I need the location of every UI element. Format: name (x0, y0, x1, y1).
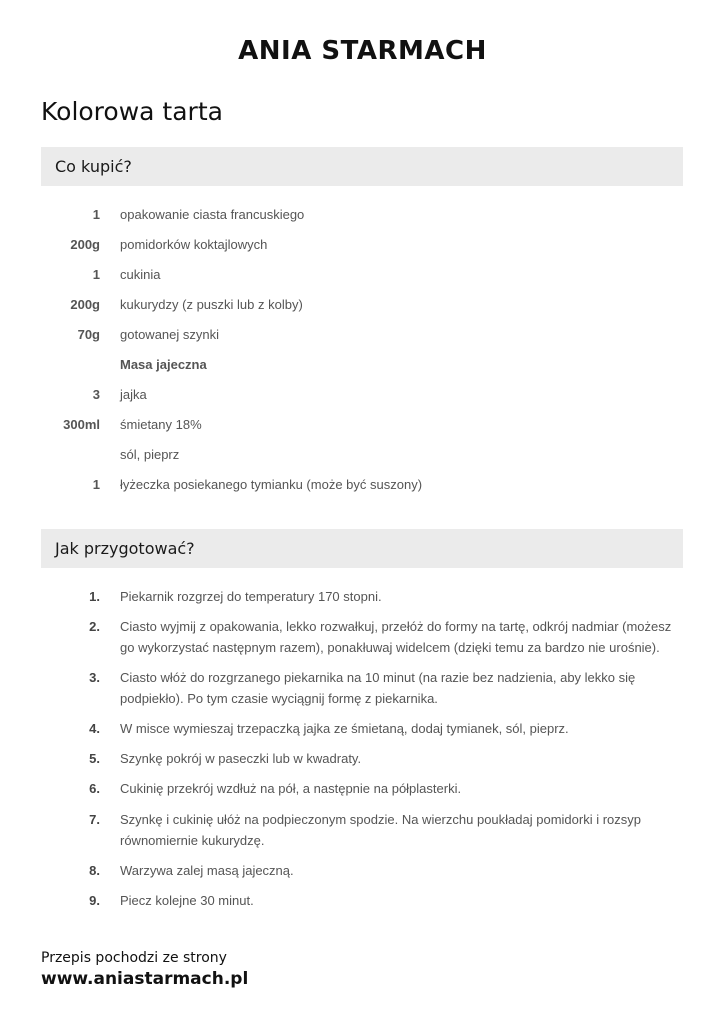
ingredient-quantity: 3 (92, 387, 100, 402)
ingredient-name: pomidorków koktajlowych (120, 237, 268, 252)
step-text: Warzywa zalej masą jajeczną. (120, 863, 294, 878)
step-number: 2. (89, 619, 100, 634)
ingredient-quantity: 1 (92, 207, 100, 222)
ingredient-name: sól, pieprz (120, 447, 180, 462)
ingredient-quantity: 300ml (63, 417, 100, 432)
footer-source-label: Przepis pochodzi ze strony (41, 950, 227, 966)
step-number: 6. (89, 781, 100, 796)
step-number: 1. (89, 589, 100, 604)
step-text: W misce wymieszaj trzepaczką jajka ze śmietaną, dodaj tymianek, sól, pieprz. (120, 721, 569, 736)
ingredient-name: kukurydzy (z puszki lub z kolby) (120, 297, 303, 312)
ingredient-name: jajka (120, 387, 147, 402)
ingredient-row (0, 417, 725, 437)
shopping-section-header (41, 147, 683, 186)
ingredient-quantity: 70g (77, 327, 100, 342)
ingredient-name: łyżeczka posiekanego tymianku (może być suszony) (120, 477, 423, 492)
ingredient-name: cukinia (120, 267, 161, 282)
step-text: Piecz kolejne 30 minut. (120, 893, 254, 908)
ingredient-quantity: 200g (70, 297, 100, 312)
ingredient-subheading-row (0, 357, 725, 377)
ingredient-row (0, 297, 725, 317)
step-text: Piekarnik rozgrzej do temperatury 170 stopni. (120, 589, 382, 604)
ingredient-row (0, 447, 725, 467)
step-number: 8. (89, 863, 100, 878)
step-number: 5. (89, 751, 100, 766)
ingredient-quantity: 1 (92, 477, 100, 492)
step-text: Szynkę i cukinię ułóż na podpieczonym spodzie. Na wierzchu poukładaj pomidorki i rozsyp równomiernie kukurydzę. (120, 812, 641, 848)
ingredient-subheading: Masa jajeczna (120, 357, 207, 372)
preparation-heading: Jak przygotować? (55, 539, 195, 558)
ingredient-name: śmietany 18% (120, 417, 202, 432)
shopping-heading: Co kupić? (55, 157, 132, 176)
ingredient-row (0, 387, 725, 407)
step-text: Ciasto włóż do rozgrzanego piekarnika na 10 minut (na razie bez nadzienia, aby lekko się podpiekło). Po tym czasie wyciągnij formę z piekarnika. (120, 670, 636, 706)
recipe-title: Kolorowa tarta (41, 97, 223, 126)
ingredient-row (0, 327, 725, 347)
step-number: 7. (89, 812, 100, 827)
ingredient-name: gotowanej szynki (120, 327, 219, 342)
step-text: Szynkę pokrój w paseczki lub w kwadraty. (120, 751, 362, 766)
ingredient-name: opakowanie ciasta francuskiego (120, 207, 305, 222)
ingredient-quantity: 1 (92, 267, 100, 282)
preparation-section-header (41, 529, 683, 568)
footer-website-link[interactable]: www.aniastarmach.pl (41, 969, 249, 989)
ingredient-row (0, 237, 725, 257)
step-number: 3. (89, 670, 100, 685)
step-text: Ciasto wyjmij z opakowania, lekko rozwałkuj, przełóż do formy na tartę, odkrój nadmiar (możesz go wykorzystać następnym razem), ponakłuwaj widelcem (dzięki temu za bardzo nie urośnie). (120, 619, 672, 655)
ingredient-row (0, 267, 725, 287)
brand-title: ANIA STARMACH (238, 36, 487, 66)
step-number: 4. (89, 721, 100, 736)
step-number: 9. (89, 893, 100, 908)
ingredient-quantity: 200g (70, 237, 100, 252)
ingredient-row (0, 477, 725, 497)
step-text: Cukinię przekrój wzdłuż na pół, a następnie na półplasterki. (120, 781, 462, 796)
ingredient-row (0, 207, 725, 227)
